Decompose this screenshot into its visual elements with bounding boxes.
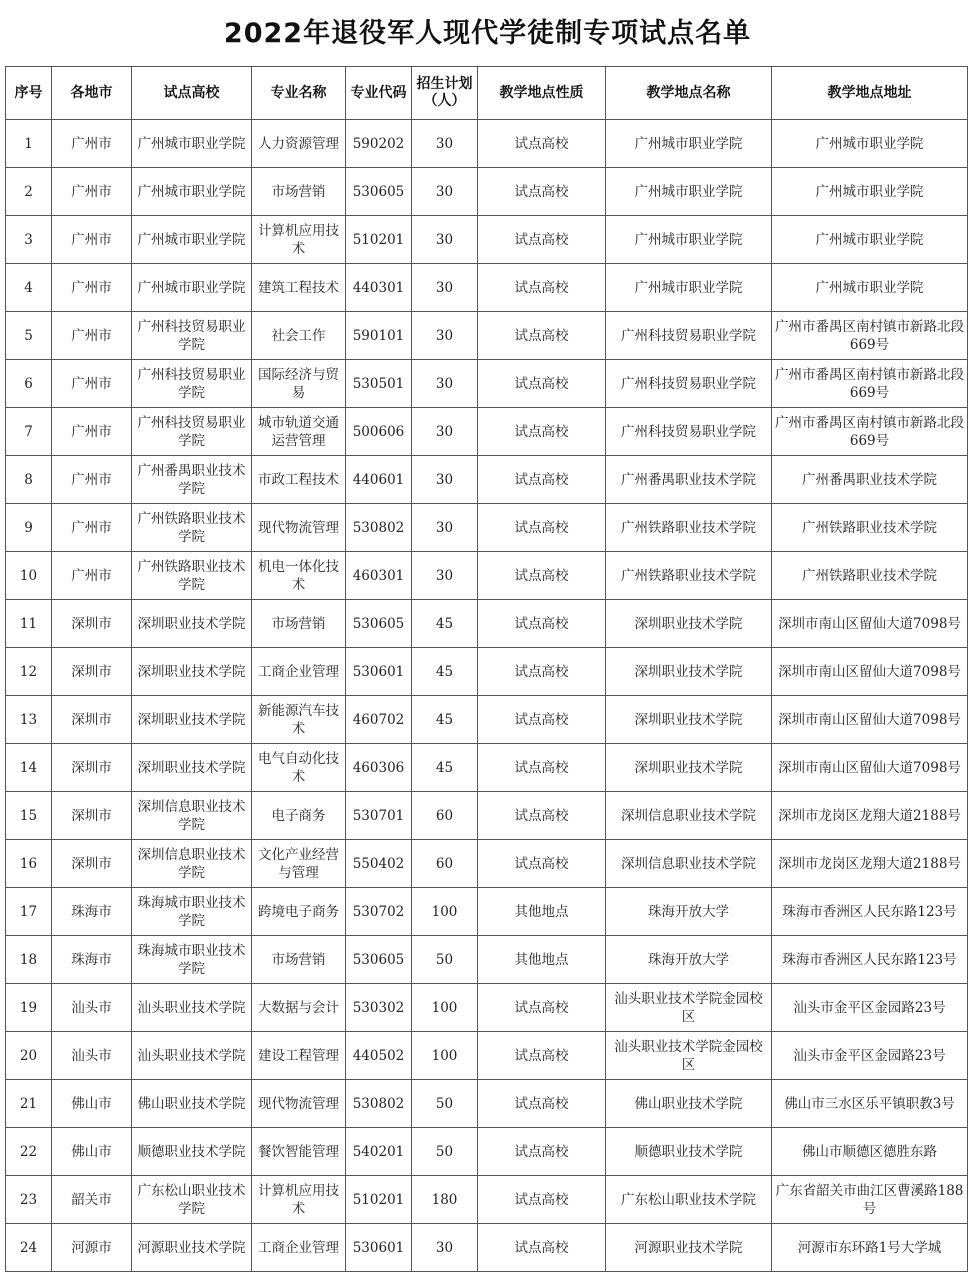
cell-quota: 30 <box>412 552 478 600</box>
cell-code: 550402 <box>346 840 412 888</box>
cell-index: 1 <box>6 120 52 168</box>
cell-site-name: 汕头职业技术学院金园校区 <box>606 984 772 1032</box>
cell-major: 城市轨道交通运营管理 <box>252 408 346 456</box>
cell-school: 广州铁路职业技术学院 <box>132 504 252 552</box>
table-row <box>6 600 968 648</box>
cell-quota: 45 <box>412 600 478 648</box>
cell-site-type: 试点高校 <box>478 168 606 216</box>
cell-index: 15 <box>6 792 52 840</box>
header-site-type: 教学地点性质 <box>478 67 606 120</box>
cell-site-name: 深圳职业技术学院 <box>606 744 772 792</box>
cell-index: 18 <box>6 936 52 984</box>
cell-site-type: 试点高校 <box>478 504 606 552</box>
cell-site-name: 深圳职业技术学院 <box>606 600 772 648</box>
cell-school: 广州科技贸易职业学院 <box>132 360 252 408</box>
cell-site-name: 广州城市职业学院 <box>606 264 772 312</box>
cell-site-address: 广东省韶关市曲江区曹溪路188号 <box>772 1176 968 1224</box>
cell-index: 19 <box>6 984 52 1032</box>
cell-school: 汕头职业技术学院 <box>132 1032 252 1080</box>
table-row <box>6 360 968 408</box>
cell-index: 12 <box>6 648 52 696</box>
header-site-address: 教学地点地址 <box>772 67 968 120</box>
cell-school: 河源职业技术学院 <box>132 1224 252 1272</box>
table-row <box>6 456 968 504</box>
cell-school: 广州城市职业学院 <box>132 168 252 216</box>
cell-index: 17 <box>6 888 52 936</box>
cell-index: 24 <box>6 1224 52 1272</box>
cell-site-address: 广州城市职业学院 <box>772 168 968 216</box>
cell-site-name: 广州城市职业学院 <box>606 120 772 168</box>
cell-site-address: 深圳市南山区留仙大道7098号 <box>772 648 968 696</box>
cell-site-name: 广州城市职业学院 <box>606 216 772 264</box>
cell-site-name: 深圳职业技术学院 <box>606 696 772 744</box>
cell-code: 530702 <box>346 888 412 936</box>
table-row <box>6 1128 968 1176</box>
cell-site-name: 顺德职业技术学院 <box>606 1128 772 1176</box>
cell-school: 广州科技贸易职业学院 <box>132 312 252 360</box>
cell-index: 14 <box>6 744 52 792</box>
cell-site-address: 佛山市顺德区德胜东路 <box>772 1128 968 1176</box>
cell-site-name: 广州科技贸易职业学院 <box>606 312 772 360</box>
cell-site-name: 汕头职业技术学院金园校区 <box>606 1032 772 1080</box>
table-row <box>6 504 968 552</box>
cell-city: 广州市 <box>52 312 132 360</box>
cell-quota: 100 <box>412 984 478 1032</box>
cell-quota: 30 <box>412 216 478 264</box>
cell-major: 餐饮智能管理 <box>252 1128 346 1176</box>
cell-quota: 30 <box>412 312 478 360</box>
cell-major: 新能源汽车技术 <box>252 696 346 744</box>
cell-site-address: 佛山市三水区乐平镇职教3号 <box>772 1080 968 1128</box>
cell-school: 深圳信息职业技术学院 <box>132 792 252 840</box>
cell-index: 6 <box>6 360 52 408</box>
cell-quota: 100 <box>412 1032 478 1080</box>
cell-site-address: 广州番禺职业技术学院 <box>772 456 968 504</box>
cell-code: 440502 <box>346 1032 412 1080</box>
cell-index: 22 <box>6 1128 52 1176</box>
cell-school: 广州科技贸易职业学院 <box>132 408 252 456</box>
cell-site-type: 其他地点 <box>478 888 606 936</box>
cell-index: 13 <box>6 696 52 744</box>
cell-site-address: 河源市东环路1号大学城 <box>772 1224 968 1272</box>
cell-index: 7 <box>6 408 52 456</box>
cell-site-address: 广州铁路职业技术学院 <box>772 504 968 552</box>
cell-site-name: 广州城市职业学院 <box>606 168 772 216</box>
cell-index: 3 <box>6 216 52 264</box>
table-row <box>6 936 968 984</box>
cell-site-type: 试点高校 <box>478 696 606 744</box>
header-code: 专业代码 <box>346 67 412 120</box>
cell-quota: 30 <box>412 264 478 312</box>
table-row <box>6 984 968 1032</box>
cell-site-type: 试点高校 <box>478 1176 606 1224</box>
cell-quota: 100 <box>412 888 478 936</box>
cell-site-name: 广州铁路职业技术学院 <box>606 552 772 600</box>
cell-code: 460702 <box>346 696 412 744</box>
cell-quota: 30 <box>412 1224 478 1272</box>
cell-code: 440301 <box>346 264 412 312</box>
cell-school: 广州城市职业学院 <box>132 120 252 168</box>
cell-city: 佛山市 <box>52 1128 132 1176</box>
table-row <box>6 168 968 216</box>
cell-site-address: 广州市番禺区南村镇市新路北段669号 <box>772 312 968 360</box>
cell-site-name: 深圳职业技术学院 <box>606 648 772 696</box>
cell-code: 530802 <box>346 504 412 552</box>
cell-major: 计算机应用技术 <box>252 1176 346 1224</box>
cell-city: 深圳市 <box>52 840 132 888</box>
cell-site-address: 深圳市龙岗区龙翔大道2188号 <box>772 840 968 888</box>
table-row <box>6 840 968 888</box>
cell-major: 跨境电子商务 <box>252 888 346 936</box>
cell-major: 人力资源管理 <box>252 120 346 168</box>
cell-site-name: 广州科技贸易职业学院 <box>606 360 772 408</box>
cell-school: 顺德职业技术学院 <box>132 1128 252 1176</box>
cell-index: 4 <box>6 264 52 312</box>
cell-code: 530605 <box>346 936 412 984</box>
cell-site-type: 试点高校 <box>478 792 606 840</box>
cell-quota: 50 <box>412 936 478 984</box>
cell-site-name: 广州科技贸易职业学院 <box>606 408 772 456</box>
cell-site-address: 深圳市南山区留仙大道7098号 <box>772 744 968 792</box>
cell-city: 广州市 <box>52 216 132 264</box>
cell-quota: 50 <box>412 1128 478 1176</box>
cell-quota: 45 <box>412 696 478 744</box>
table-row <box>6 1224 968 1272</box>
cell-city: 广州市 <box>52 264 132 312</box>
header-major: 专业名称 <box>252 67 346 120</box>
cell-city: 深圳市 <box>52 744 132 792</box>
document-title: 2022年退役军人现代学徒制专项试点名单 <box>223 18 752 49</box>
cell-index: 11 <box>6 600 52 648</box>
cell-city: 广州市 <box>52 360 132 408</box>
cell-site-name: 广东松山职业技术学院 <box>606 1176 772 1224</box>
cell-city: 广州市 <box>52 552 132 600</box>
cell-site-type: 试点高校 <box>478 456 606 504</box>
cell-index: 5 <box>6 312 52 360</box>
cell-code: 510201 <box>346 216 412 264</box>
cell-site-name: 珠海开放大学 <box>606 888 772 936</box>
cell-site-address: 广州市番禺区南村镇市新路北段669号 <box>772 360 968 408</box>
cell-code: 530605 <box>346 600 412 648</box>
cell-city: 广州市 <box>52 504 132 552</box>
cell-school: 珠海城市职业技术学院 <box>132 888 252 936</box>
cell-city: 韶关市 <box>52 1176 132 1224</box>
cell-city: 深圳市 <box>52 648 132 696</box>
cell-city: 深圳市 <box>52 792 132 840</box>
cell-index: 20 <box>6 1032 52 1080</box>
cell-code: 530802 <box>346 1080 412 1128</box>
header-city: 各地市 <box>52 67 132 120</box>
cell-site-address: 汕头市金平区金园路23号 <box>772 1032 968 1080</box>
cell-school: 深圳职业技术学院 <box>132 648 252 696</box>
cell-major: 机电一体化技术 <box>252 552 346 600</box>
cell-site-type: 试点高校 <box>478 1224 606 1272</box>
table-row <box>6 408 968 456</box>
cell-site-address: 汕头市金平区金园路23号 <box>772 984 968 1032</box>
cell-quota: 30 <box>412 456 478 504</box>
table-body <box>6 120 968 1272</box>
table-row <box>6 1176 968 1224</box>
cell-site-name: 深圳信息职业技术学院 <box>606 792 772 840</box>
cell-quota: 45 <box>412 648 478 696</box>
table-row <box>6 888 968 936</box>
cell-site-address: 深圳市南山区留仙大道7098号 <box>772 600 968 648</box>
cell-site-name: 广州铁路职业技术学院 <box>606 504 772 552</box>
cell-major: 电气自动化技术 <box>252 744 346 792</box>
cell-city: 广州市 <box>52 456 132 504</box>
cell-site-address: 珠海市香洲区人民东路123号 <box>772 888 968 936</box>
cell-major: 计算机应用技术 <box>252 216 346 264</box>
cell-quota: 180 <box>412 1176 478 1224</box>
cell-site-type: 试点高校 <box>478 552 606 600</box>
table-row <box>6 792 968 840</box>
cell-city: 珠海市 <box>52 936 132 984</box>
cell-site-name: 珠海开放大学 <box>606 936 772 984</box>
cell-code: 590202 <box>346 120 412 168</box>
cell-index: 8 <box>6 456 52 504</box>
cell-site-type: 试点高校 <box>478 1032 606 1080</box>
table-row <box>6 696 968 744</box>
cell-code: 460306 <box>346 744 412 792</box>
cell-site-address: 广州市番禺区南村镇市新路北段669号 <box>772 408 968 456</box>
cell-code: 530605 <box>346 168 412 216</box>
cell-quota: 60 <box>412 792 478 840</box>
cell-major: 建设工程管理 <box>252 1032 346 1080</box>
cell-site-address: 深圳市龙岗区龙翔大道2188号 <box>772 792 968 840</box>
cell-major: 文化产业经营与管理 <box>252 840 346 888</box>
cell-major: 市场营销 <box>252 936 346 984</box>
cell-school: 汕头职业技术学院 <box>132 984 252 1032</box>
cell-city: 广州市 <box>52 120 132 168</box>
cell-site-address: 广州城市职业学院 <box>772 216 968 264</box>
cell-site-type: 试点高校 <box>478 120 606 168</box>
cell-school: 佛山职业技术学院 <box>132 1080 252 1128</box>
cell-site-address: 广州城市职业学院 <box>772 120 968 168</box>
cell-site-address: 深圳市南山区留仙大道7098号 <box>772 696 968 744</box>
cell-city: 深圳市 <box>52 696 132 744</box>
table-row <box>6 648 968 696</box>
cell-index: 9 <box>6 504 52 552</box>
cell-index: 16 <box>6 840 52 888</box>
cell-major: 大数据与会计 <box>252 984 346 1032</box>
cell-school: 广州铁路职业技术学院 <box>132 552 252 600</box>
table-row <box>6 552 968 600</box>
cell-code: 540201 <box>346 1128 412 1176</box>
cell-quota: 30 <box>412 504 478 552</box>
table-row <box>6 1032 968 1080</box>
cell-city: 广州市 <box>52 408 132 456</box>
table-row <box>6 216 968 264</box>
cell-quota: 45 <box>412 744 478 792</box>
cell-code: 500606 <box>346 408 412 456</box>
cell-school: 珠海城市职业技术学院 <box>132 936 252 984</box>
header-row <box>6 67 968 120</box>
table-row <box>6 120 968 168</box>
cell-major: 国际经济与贸易 <box>252 360 346 408</box>
cell-code: 530302 <box>346 984 412 1032</box>
cell-major: 现代物流管理 <box>252 1080 346 1128</box>
cell-quota: 30 <box>412 168 478 216</box>
cell-index: 21 <box>6 1080 52 1128</box>
table-row <box>6 264 968 312</box>
cell-index: 23 <box>6 1176 52 1224</box>
cell-city: 珠海市 <box>52 888 132 936</box>
cell-code: 440601 <box>346 456 412 504</box>
cell-school: 广东松山职业技术学院 <box>132 1176 252 1224</box>
cell-major: 市政工程技术 <box>252 456 346 504</box>
cell-site-name: 佛山职业技术学院 <box>606 1080 772 1128</box>
table-row <box>6 312 968 360</box>
cell-code: 510201 <box>346 1176 412 1224</box>
cell-site-type: 试点高校 <box>478 312 606 360</box>
cell-major: 工商企业管理 <box>252 648 346 696</box>
cell-code: 530601 <box>346 648 412 696</box>
cell-site-name: 广州番禺职业技术学院 <box>606 456 772 504</box>
cell-site-name: 深圳信息职业技术学院 <box>606 840 772 888</box>
cell-code: 590101 <box>346 312 412 360</box>
cell-site-type: 试点高校 <box>478 408 606 456</box>
cell-quota: 30 <box>412 408 478 456</box>
cell-site-type: 试点高校 <box>478 264 606 312</box>
cell-city: 佛山市 <box>52 1080 132 1128</box>
cell-city: 广州市 <box>52 168 132 216</box>
cell-site-type: 试点高校 <box>478 984 606 1032</box>
cell-major: 市场营销 <box>252 600 346 648</box>
cell-site-type: 试点高校 <box>478 744 606 792</box>
cell-code: 530701 <box>346 792 412 840</box>
cell-quota: 50 <box>412 1080 478 1128</box>
cell-major: 现代物流管理 <box>252 504 346 552</box>
cell-city: 汕头市 <box>52 984 132 1032</box>
cell-site-type: 试点高校 <box>478 1080 606 1128</box>
cell-index: 10 <box>6 552 52 600</box>
cell-site-address: 广州城市职业学院 <box>772 264 968 312</box>
cell-site-type: 试点高校 <box>478 216 606 264</box>
table-row <box>6 744 968 792</box>
pilot-list-table <box>5 66 968 1272</box>
table-row <box>6 1080 968 1128</box>
cell-school: 广州城市职业学院 <box>132 264 252 312</box>
cell-major: 电子商务 <box>252 792 346 840</box>
cell-code: 530601 <box>346 1224 412 1272</box>
cell-code: 460301 <box>346 552 412 600</box>
cell-site-address: 珠海市香洲区人民东路123号 <box>772 936 968 984</box>
cell-quota: 30 <box>412 120 478 168</box>
cell-site-type: 试点高校 <box>478 1128 606 1176</box>
cell-major: 建筑工程技术 <box>252 264 346 312</box>
cell-site-type: 试点高校 <box>478 600 606 648</box>
cell-index: 2 <box>6 168 52 216</box>
cell-site-type: 其他地点 <box>478 936 606 984</box>
header-index: 序号 <box>6 67 52 120</box>
cell-major: 市场营销 <box>252 168 346 216</box>
cell-city: 河源市 <box>52 1224 132 1272</box>
cell-school: 深圳职业技术学院 <box>132 600 252 648</box>
cell-major: 社会工作 <box>252 312 346 360</box>
cell-major: 工商企业管理 <box>252 1224 346 1272</box>
header-quota: 招生计划（人） <box>412 67 478 120</box>
cell-quota: 30 <box>412 360 478 408</box>
cell-school: 广州城市职业学院 <box>132 216 252 264</box>
cell-school: 深圳职业技术学院 <box>132 696 252 744</box>
cell-site-type: 试点高校 <box>478 648 606 696</box>
cell-site-type: 试点高校 <box>478 840 606 888</box>
header-school: 试点高校 <box>132 67 252 120</box>
header-site-name: 教学地点名称 <box>606 67 772 120</box>
cell-school: 广州番禺职业技术学院 <box>132 456 252 504</box>
cell-school: 深圳信息职业技术学院 <box>132 840 252 888</box>
cell-school: 深圳职业技术学院 <box>132 744 252 792</box>
cell-quota: 60 <box>412 840 478 888</box>
cell-site-type: 试点高校 <box>478 360 606 408</box>
cell-city: 汕头市 <box>52 1032 132 1080</box>
cell-code: 530501 <box>346 360 412 408</box>
cell-site-address: 广州铁路职业技术学院 <box>772 552 968 600</box>
cell-city: 深圳市 <box>52 600 132 648</box>
cell-site-name: 河源职业技术学院 <box>606 1224 772 1272</box>
